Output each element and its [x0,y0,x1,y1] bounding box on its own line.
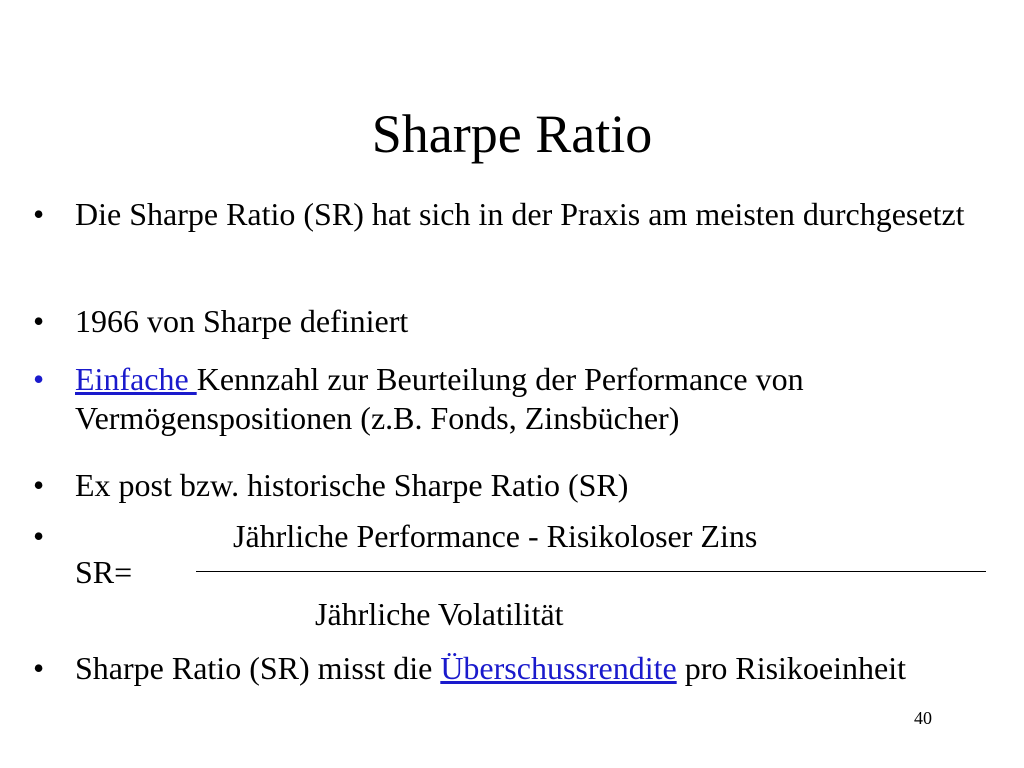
bullet-icon: • [33,650,45,686]
bullet-icon: • [33,467,45,503]
einfache-link[interactable]: Einfache [75,361,197,397]
bullet-item-ueberschussrendite [33,649,993,688]
bullet-text [75,649,993,688]
bullet-text: Ex post bzw. historische Sharpe Ratio (SR) [75,467,629,503]
ueberschussrendite-link[interactable]: Überschussrendite [440,650,677,686]
bullet-item-ex-post [33,466,993,505]
formula-numerator: Jährliche Performance - Risikoloser Zins [233,518,758,554]
bullet-icon: • [33,196,45,232]
slide-title: Sharpe Ratio [371,104,653,164]
bullet-item-1966-definiert [33,302,993,341]
sharpe-ratio-formula [33,517,993,647]
bullet-text-start: Sharpe Ratio (SR) misst die [75,650,441,686]
fraction-line [196,571,986,572]
bullet-icon: • [33,518,45,554]
bullet-item-sharpe-ratio-praxis [33,195,993,234]
formula-denominator: Jährliche Volatilität [315,596,564,632]
bullet-icon: • [33,361,45,397]
bullet-item-einfache-kennzahl [33,360,993,438]
bullet-text: 1966 von Sharpe definiert [75,303,409,339]
bullet-icon: • [33,303,45,339]
formula-lhs: SR= [75,554,133,590]
bullet-text-end: pro Risikoeinheit [676,650,906,686]
page-number: 40 [914,708,932,728]
bullet-text-rest: Kennzahl zur Beurteilung der Performance von Vermögenspositionen (z.B. Fonds, Zinsbücher) [75,361,804,436]
bullet-text: Die Sharpe Ratio (SR) hat sich in der Praxis am meisten durchgesetzt [75,196,965,232]
bullet-text [75,360,993,438]
